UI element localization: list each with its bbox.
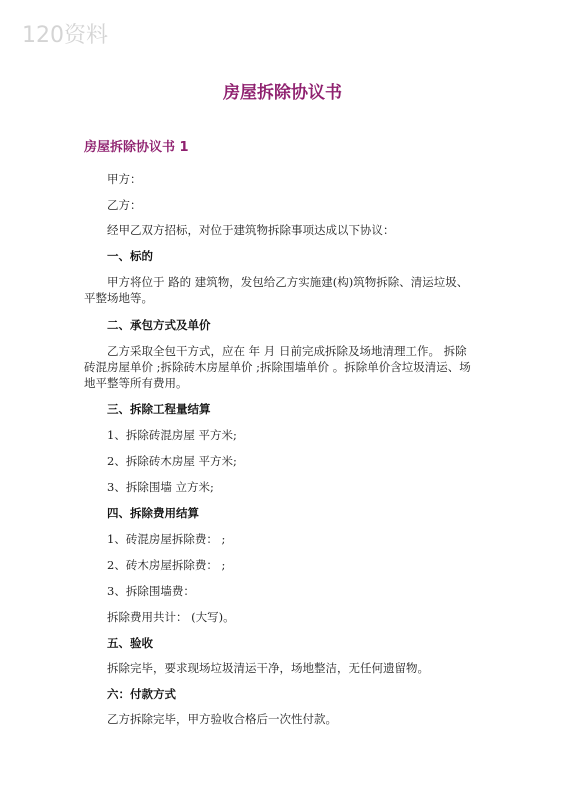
section-heading: 二、承包方式及单价 bbox=[107, 318, 211, 332]
body-paragraph-line: 经甲乙双方招标，对位于建筑物拆除事项达成以下协议： bbox=[107, 223, 395, 237]
body-paragraph-line: 3、拆除围墙费： bbox=[107, 584, 195, 598]
document-title: 房屋拆除协议书 bbox=[223, 83, 342, 103]
section-heading: 一、标的 bbox=[107, 249, 153, 263]
body-paragraph-line: 1、拆除砖混房屋 平方米; bbox=[107, 428, 237, 442]
body-paragraph-line: 拆除费用共计： (大写)。 bbox=[107, 610, 235, 624]
watermark-logo: 120资料 bbox=[22, 23, 108, 48]
section-heading: 四、拆除费用结算 bbox=[107, 506, 199, 520]
section-heading: 五、验收 bbox=[107, 636, 153, 650]
body-paragraph-line: 平整场地等。 bbox=[84, 291, 153, 305]
section-heading: 六：付款方式 bbox=[107, 687, 176, 701]
body-paragraph-line: 乙方拆除完毕，甲方验收合格后一次性付款。 bbox=[107, 712, 337, 726]
body-paragraph-line: 3、拆除围墙 立方米; bbox=[107, 480, 214, 494]
body-paragraph-line: 2、砖木房屋拆除费： ; bbox=[107, 558, 226, 572]
body-paragraph-line: 拆除完毕，要求现场垃圾清运干净，场地整洁，无任何遗留物。 bbox=[107, 661, 429, 675]
section-title: 房屋拆除协议书 1 bbox=[84, 140, 189, 155]
section-heading: 三、拆除工程量结算 bbox=[107, 402, 211, 416]
body-paragraph-line: 1、砖混房屋拆除费： ; bbox=[107, 532, 226, 546]
body-paragraph-line: 甲方： bbox=[107, 172, 142, 186]
body-paragraph-line: 乙方采取全包干方式，应在 年 月 日前完成拆除及场地清理工作。 拆除 bbox=[107, 344, 467, 358]
body-paragraph-line: 甲方将位于 路的 建筑物，发包给乙方实施建(构)筑物拆除、清运垃圾、 bbox=[107, 275, 469, 289]
body-paragraph-line: 乙方： bbox=[107, 198, 142, 212]
body-paragraph-line: 砖混房屋单价 ;拆除砖木房屋单价 ;拆除围墙单价 。拆除单价含垃圾清运、场 bbox=[84, 360, 471, 374]
body-paragraph-line: 地平整等所有费用。 bbox=[84, 376, 188, 390]
body-paragraph-line: 2、拆除砖木房屋 平方米; bbox=[107, 454, 237, 468]
